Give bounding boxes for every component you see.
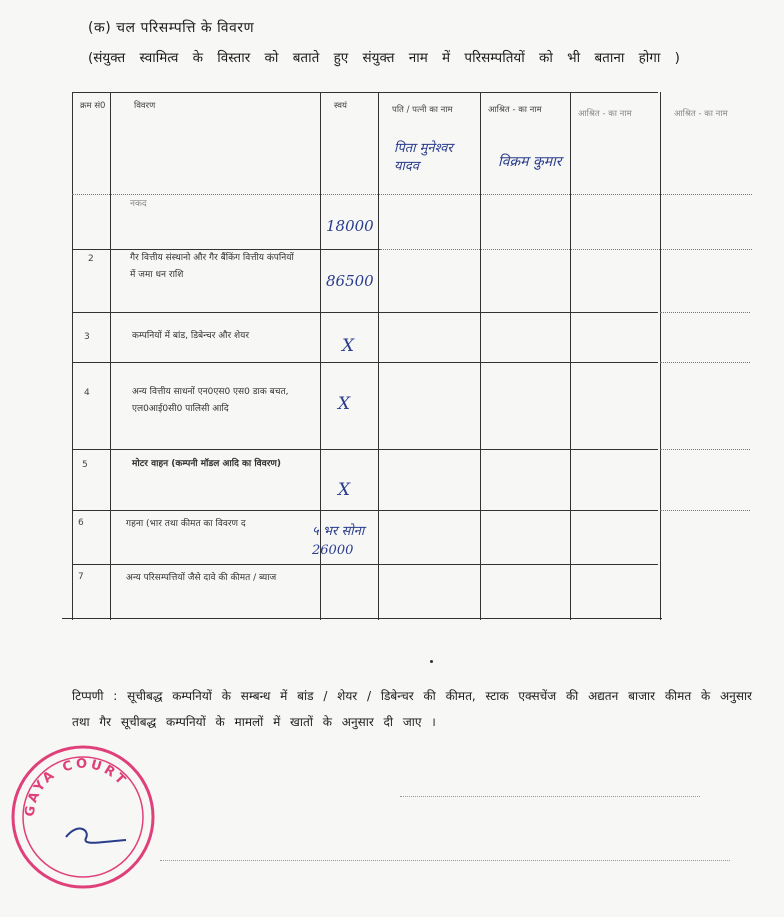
row-self-value: ५ भर सोना 26000 [312, 524, 365, 558]
stray-dot [430, 660, 433, 663]
header-details: विवरण [134, 101, 156, 111]
header-dependent-2: आश्रित - का नाम [578, 109, 632, 119]
row-self-value: 86500 [326, 272, 374, 290]
row-self-value: X [338, 394, 351, 414]
stamp-signature [66, 829, 126, 843]
column-divider [570, 92, 571, 620]
header-self: स्वयं [334, 101, 347, 111]
row-divider [72, 312, 658, 313]
row-number: 7 [78, 572, 84, 582]
header-dependent-1: आश्रित - का नाम [488, 105, 542, 115]
column-divider [378, 92, 379, 620]
header-dependent-3: आश्रित - का नाम [674, 109, 728, 119]
court-stamp [8, 742, 158, 892]
table-border-left [72, 92, 73, 620]
footnote: टिप्पणी : सूचीबद्ध कम्पनियों के सम्बन्ध में बांड / शेयर / डिबेन्चर की कीमत, स्टाक एक्सचेंज की अद्यतन बाजार कीमत के अनुसार तथा गैर सूचीबद्ध कम्पनियों के मामलों में खातों के अनुसार दी जाए । [72, 689, 752, 729]
row-separator [380, 249, 752, 250]
stamp-text: GAYA COURT [22, 756, 131, 818]
header-serial: क्रम सं0 [80, 101, 106, 111]
row-text: मोटर वाहन (कम्पनी मॉडल आदि का विवरण) [132, 459, 281, 469]
row-divider [72, 362, 658, 363]
header-spouse: पति / पत्नी का नाम [392, 105, 453, 115]
row-separator [660, 449, 750, 450]
row-divider [72, 564, 658, 565]
row-separator [660, 362, 750, 363]
row-divider [72, 510, 658, 511]
row-text: नकद [130, 199, 147, 209]
signature-line [400, 796, 700, 797]
column-divider [110, 92, 111, 620]
header-separator [72, 194, 752, 195]
row-self-value: 18000 [326, 217, 374, 235]
row-number: 5 [82, 460, 88, 470]
section-subtitle: (संयुक्त स्वामित्व के विस्तार को बताते हुए संयुक्त नाम में परिसम्पतियों को भी बताना होगा ) [88, 50, 680, 66]
section-title: (क) चल परिसम्पत्ति के विवरण [88, 20, 255, 36]
handwritten-spouse-name: पिता मुनेश्वर यादव [394, 141, 453, 174]
column-divider [480, 92, 481, 620]
row-text: गहना (भार तथा कीमत का विवरण द [126, 519, 246, 529]
row-separator [660, 510, 750, 511]
row-text: अन्य परिसम्पत्तियों जैसे दावे की कीमत / ब्याज [126, 573, 277, 583]
row-text: गैर वित्तीय संस्थानो और गैर बैंकिंग वित्तीय कंपनियों में जमा धन राशि [130, 253, 294, 280]
row-text: अन्य वित्तीय साधनों एन0एस0 एस0 डाक बचत, एल0आई0सी0 पालिसी आदि [132, 387, 289, 414]
row-number: 3 [84, 332, 90, 342]
column-divider [660, 92, 661, 620]
row-separator [660, 312, 750, 313]
table-border-bottom [62, 618, 662, 619]
row-number: 6 [78, 518, 84, 528]
row-text: कम्पनियों में बांड, डिबेन्चर और शेयर [132, 331, 250, 341]
row-self-value: X [342, 336, 355, 356]
assets-table [62, 92, 752, 620]
row-divider [72, 449, 658, 450]
table-border-top [72, 92, 658, 93]
handwritten-dependent-name: विक्रम कुमार [498, 154, 562, 170]
signature-line [160, 860, 730, 861]
row-self-value: X [338, 480, 351, 500]
row-number: 4 [84, 388, 90, 398]
row-number: 2 [88, 254, 94, 264]
